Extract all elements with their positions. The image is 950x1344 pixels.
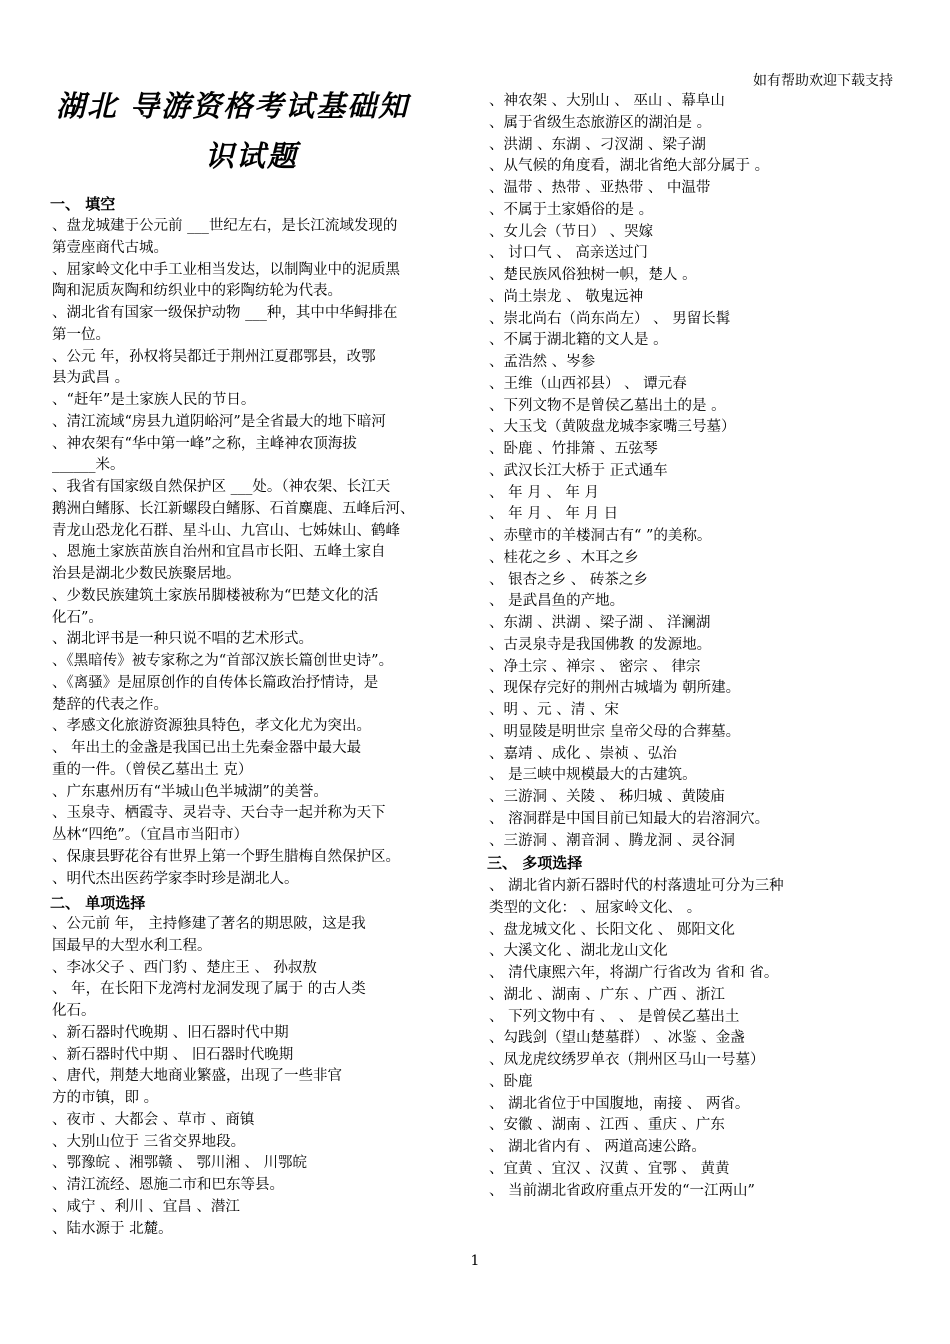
text-line: 、净土宗 、禅宗 、 密宗 、 律宗	[489, 658, 701, 675]
text-line: 国最早的大型水利工程。	[52, 937, 212, 954]
text-line: 、李冰父子 、西门豹 、楚庄王 、 孙叔敖	[52, 959, 317, 976]
text-line: 丛林“四绝”。（宜昌市当阳市）	[52, 827, 249, 843]
text-line: 方的市镇，即 。	[52, 1090, 159, 1106]
text-line: 、清江流经、恩施二市和巴东等县。	[52, 1177, 284, 1193]
text-line: 重的一件。（曾侯乙墓出土 克）	[52, 761, 253, 778]
text-line: 、三游洞 、潮音洞 、腾龙洞 、灵谷洞	[489, 832, 735, 849]
text-line: 、崇北尚右（尚东尚左） 、 男留长髯	[489, 310, 731, 327]
text-line: 青龙山恐龙化石群、星斗山、九宫山、七姊妹山、鹤峰	[52, 522, 400, 539]
text-line: 、勾践剑（望山楚墓群） 、冰鉴 、金盏	[489, 1030, 745, 1047]
text-line: 、三游洞 、关陵 、 秭归城 、黄陵庙	[489, 789, 725, 805]
text-line: 、公元 年，孙权将吴都迁于荆州江夏郡鄂县，改鄂	[52, 348, 376, 365]
text-line: 、 是武昌鱼的产地。	[489, 593, 625, 610]
text-line: 、 湖北省位于中国腹地，南接 、 两省。	[489, 1095, 750, 1112]
text-line: 、 当前湖北省政府重点开发的“一江两山”	[489, 1182, 755, 1199]
text-line: 、嘉靖 、成化 、崇祯 、弘治	[489, 745, 677, 762]
text-line: 鹅洲白鳍豚、长江新螺段白鳍豚、石首麋鹿、五峰后河、	[52, 500, 415, 517]
section-multi-choice-title: 三、 多项选择	[487, 854, 583, 872]
text-line: 、清江流域“房县九道阴峪河”是全省最大的地下暗河	[52, 413, 386, 430]
text-line: 、 银杏之乡 、 砖茶之乡	[489, 571, 648, 588]
text-line: 、下列文物不是曾侯乙墓出土的是 。	[489, 397, 726, 414]
text-line: 、陆水源于 北麓。	[52, 1220, 173, 1237]
text-line: 、神农架 、大别山 、 巫山 、幕阜山	[489, 93, 725, 109]
text-line: 、王维（山西祁县） 、 谭元春	[489, 375, 687, 392]
text-line: 、赤壁市的羊楼洞古有“ ”的美称。	[489, 528, 712, 544]
page-title-line1: 湖北 导游资格考试基础知	[56, 89, 410, 123]
text-line: ______米。	[52, 457, 125, 474]
text-line: 、安徽 、湖南 、江西 、重庆 、广东	[489, 1117, 725, 1134]
text-line: 、武汉长江大桥于 正式通车	[489, 462, 668, 479]
text-line: 陶和泥质灰陶和纺织业中的彩陶纺轮为代表。	[52, 283, 342, 300]
text-line: 、大溪文化 、湖北龙山文化	[489, 943, 668, 960]
text-line: 、广东惠州历有“半城山色半城湖”的美誉。	[52, 783, 328, 800]
text-line: 、东湖 、洪湖 、梁子湖 、 洋澜湖	[489, 615, 711, 631]
text-line: 、大别山位于 三省交界地段。	[52, 1133, 246, 1150]
text-line: 化石。	[52, 1003, 96, 1019]
text-line: 、公元前 年， 主持修建了著名的期思陂，这是我	[52, 916, 366, 932]
page-title-line2: 识试题	[205, 139, 299, 173]
text-line: 、现保存完好的荆州古城墙为 朝所建。	[489, 680, 741, 697]
text-line: 、从气候的角度看，湖北省绝大部分属于 。	[489, 158, 770, 175]
text-line: 、宜黄 、宜汉 、汉黄 、宜鄂 、 黄黄	[489, 1160, 730, 1177]
header-note: 如有帮助欢迎下载支持	[753, 73, 893, 89]
text-line: 、屈家岭文化中手工业相当发达，以制陶业中的泥质黑	[52, 261, 400, 278]
text-line: 、盘龙城文化 、长阳文化 、 郧阳文化	[489, 921, 735, 938]
text-line: 、凤龙虎纹绣罗单衣（荆州区马山一号墓）	[489, 1052, 765, 1068]
text-line: 、不属于湖北籍的文人是 。	[489, 332, 668, 349]
section-fill-blank-title: 一、 填空	[50, 195, 116, 213]
text-line: 、温带 、热带 、亚热带 、 中温带	[489, 180, 711, 196]
text-line: 、我省有国家级自然保护区 ___处。（神农架、长江天	[52, 479, 391, 495]
text-line: 、明显陵是明世宗 皇帝父母的合葬墓。	[489, 723, 741, 740]
text-line: 、咸宁 、利川 、宜昌 、潜江	[52, 1198, 240, 1215]
text-line: 、少数民族建筑土家族吊脚楼被称为“巴楚文化的活	[52, 587, 379, 604]
text-line: 、新石器时代中期 、 旧石器时代晚期	[52, 1046, 294, 1063]
text-line: 、属于省级生态旅游区的湖泊是 。	[489, 114, 712, 131]
text-line: 类型的文化： 、屈家岭文化、 。	[489, 899, 702, 916]
text-line: 、女儿会（节日） 、哭嫁	[489, 223, 654, 240]
text-line: 、湖北 、湖南 、广东 、广西 、浙江	[489, 986, 725, 1003]
text-line: 、《离骚》是屈原创作的自传体长篇政治抒情诗，是	[52, 674, 379, 691]
text-line: 第壹座商代古城。	[52, 239, 168, 256]
text-line: 、卧鹿 、竹排箫 、五弦琴	[489, 441, 658, 457]
section-single-choice-title: 二、 单项选择	[50, 894, 146, 912]
text-line: 、卧鹿	[489, 1073, 533, 1090]
text-line: 化石”。	[52, 609, 103, 626]
text-line: 、 溶洞群是中国目前已知最大的岩溶洞穴。	[489, 810, 770, 827]
text-line: 、湖北评书是一种只说不唱的艺术形式。	[52, 631, 313, 648]
text-line: 、 讨口气 、 高亲送过门	[489, 245, 648, 262]
text-line: 、 年 月 、 年 月 日	[489, 506, 619, 523]
text-line: 、鄂豫皖 、湘鄂赣 、 鄂川湘 、 川鄂皖	[52, 1155, 308, 1172]
text-line: 、孝感文化旅游资源独具特色，孝文化尤为突出。	[52, 718, 371, 735]
text-line: 县为武昌 。	[52, 370, 130, 387]
text-line: 、保康县野花谷有世界上第一个野生腊梅自然保护区。	[52, 848, 400, 865]
text-line: 、楚民族风俗独树一帜，楚人 。	[489, 267, 697, 283]
text-line: 、玉泉寺、栖霞寺、灵岩寺、天台寺一起并称为天下	[52, 805, 386, 822]
text-line: 、孟浩然 、岑参	[489, 354, 596, 370]
text-line: 、尚土崇龙 、 敬鬼远神	[489, 288, 644, 305]
text-line: 、 下列文物中有 、 、 是曾侯乙墓出土	[489, 1008, 740, 1025]
text-line: 、大玉戈（黄陂盘龙城李家嘴三号墓）	[489, 419, 736, 436]
text-line: 、新石器时代晚期 、旧石器时代中期	[52, 1024, 289, 1041]
text-line: 、 是三峡中规模最大的古建筑。	[489, 767, 697, 784]
text-line: 、湖北省有国家一级保护动物 ___种，其中中华鲟排在	[52, 305, 398, 321]
page-number: 1	[470, 1253, 480, 1269]
text-line: 、“赶年”是土家族人民的节日。	[52, 392, 256, 408]
text-line: 、唐代，荆楚大地商业繁盛，出现了一些非官	[52, 1068, 342, 1085]
text-line: 、神农架有“华中第一峰”之称，主峰神农顶海拔	[52, 435, 357, 452]
text-line: 、盘龙城建于公元前 ___世纪左右，是长江流域发现的	[52, 218, 398, 234]
text-line: 第一位。	[52, 326, 110, 343]
text-line: 、 清代康熙六年，将湖广行省改为 省和 省。	[489, 965, 779, 981]
text-line: 、 湖北省内有 、 两道高速公路。	[489, 1139, 706, 1155]
text-line: 、 湖北省内新石器时代的村落遗址可分为三种	[489, 878, 784, 894]
text-line: 、明 、元 、清 、宋	[489, 702, 619, 718]
text-line: 、古灵泉寺是我国佛教 的发源地。	[489, 636, 712, 653]
text-line: 、 年 月 、 年 月	[489, 484, 600, 501]
text-line: 、不属于土家婚俗的是 。	[489, 201, 654, 218]
text-line: 、恩施土家族苗族自治州和宜昌市长阳、五峰土家自	[52, 544, 386, 561]
text-line: 治县是湖北少数民族聚居地。	[52, 566, 241, 582]
text-line: 楚辞的代表之作。	[52, 696, 168, 713]
text-line: 、明代杰出医药学家李时珍是湖北人。	[52, 870, 299, 887]
text-line: 、《黑暗传》被专家称之为“首部汉族长篇创世史诗”。	[52, 653, 394, 669]
text-line: 、桂花之乡 、木耳之乡	[489, 549, 639, 566]
text-line: 、洪湖 、东湖 、刁汊湖 、梁子湖	[489, 136, 706, 153]
text-line: 、 年，在长阳下龙湾村龙洞发现了属于 的古人类	[52, 981, 366, 998]
text-line: 、夜市 、大都会 、草市 、商镇	[52, 1111, 255, 1128]
text-line: 、 年出土的金盏是我国已出土先秦金器中最大最	[52, 740, 362, 756]
